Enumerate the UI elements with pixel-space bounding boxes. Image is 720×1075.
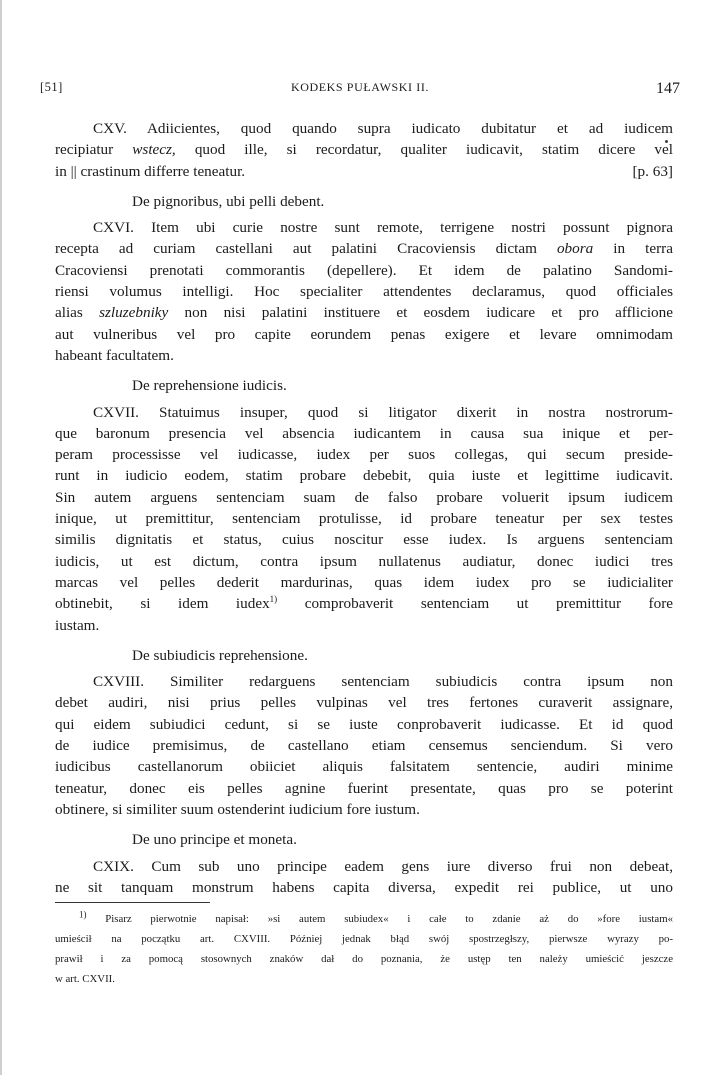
text-line: iustam.: [55, 616, 100, 634]
text-line: qui eidem subiudici cedunt, si se iuste conprobaverit iudicasse. Et id quod: [55, 715, 673, 733]
footnote-line: prawił i za pomocą stosownych znaków dał do poznania, że ustęp ten należy umieścić jeszcze: [55, 953, 673, 965]
footnote-line: w art. CXVII.: [55, 973, 115, 985]
text-line: riensi volumus intelligi. Hoc specialiter attendentes declaramus, quod officiales: [55, 283, 673, 301]
text-line: in || crastinum differre teneatur. [p. 63]: [55, 161, 673, 182]
header-title: KODEKS PUŁAWSKI II.: [290, 80, 430, 94]
page-reference: [p. 63]: [632, 162, 673, 180]
text-line: runt in iudicio eodem, statim probare debebit, quia iuste et legittime iudicavit.: [55, 467, 673, 485]
section-heading: De subiudicis reprehensione.: [132, 646, 308, 664]
section-heading: De pignoribus, ubi pelli debent.: [132, 192, 325, 210]
text-line: CXIX. Cum sub uno principe eadem gens iure diverso frui non debeat,: [93, 857, 673, 875]
text-line: alias szluzebniky non nisi palatini instituere et eosdem iudicare et pro afflicione: [55, 304, 673, 322]
text-line: de iudice premisimus, de castellano etiam censemus senciendum. Si vero: [55, 737, 673, 755]
text-line: debet audiri, nisi prius pelles vulpinas vel tres fertones curaverit assignare,: [55, 694, 673, 712]
body-text: [55, 118, 673, 898]
text-line: CXVII. Statuimus insuper, quod si litigator dixerit in nostra nostrorum-: [93, 403, 673, 421]
footnote-marker: 1): [269, 594, 278, 605]
text-line: peram processisse vel iudicasse, iudex per suos collegas, qui secum preside-: [55, 446, 673, 464]
footnote-line: $^{1)}$ Pisarz pierwotnie napisał: »si autem subiudex« i całe to zdanie aż do »fore iustam«: [79, 909, 673, 925]
text-line: obtinebit, si idem iudex$^{1)}$ comprobaverit sentenciam ut premittitur fore: [55, 594, 673, 613]
text-line: teneatur, donec eis pelles agnine fuerint presentate, quas pro se poterint: [55, 779, 673, 797]
section-heading: De reprehensione iudicis.: [132, 377, 287, 395]
text-line: CXV. Adiicientes, quod quando supra iudicato dubitatur et ad iudicem: [93, 120, 673, 137]
text-line: inique, ut premittitur, sentenciam protulisse, id probare teneatur per sex testes: [55, 510, 673, 528]
header-section-number: [51]: [40, 80, 63, 94]
text-line: similis dignitatis et status, cuius noscitur esse iudex. Is arguens sentenciam: [55, 531, 673, 549]
section-heading: De uno principe et moneta.: [132, 831, 297, 849]
footnote-number: 1): [79, 909, 87, 920]
page-number: 147: [656, 80, 680, 97]
text-line: CXVI. Item ubi curie nostre sunt remote, terrigene nostri possunt pignora: [93, 219, 673, 237]
text-line: que baronum presencia vel absencia iudicantem in causa sua inique et per-: [55, 424, 673, 442]
footnote: [55, 909, 673, 989]
page-edge: [0, 0, 2, 1075]
footnote-rule: [55, 902, 210, 903]
text-line: iudicibus castellanorum obiiciet aliquis falsitatem sentencie, audiri minime: [55, 758, 673, 776]
text-line: iudicis, ut est dictum, contra ipsum nullatenus audiatur, donec iudici tres: [55, 552, 673, 570]
italic-word: obora: [556, 240, 594, 258]
text-line: recipiatur wstecz, quod ille, si recordatur, qualiter iudicavit, statim dicere vel: [55, 141, 673, 159]
text-line: recepta ad curiam castellani aut palatini Cracoviensis dictam obora in terra: [55, 240, 673, 258]
italic-word: szluzebniky: [99, 304, 169, 322]
text-line: habeant facultatem.: [55, 346, 174, 364]
running-header: [40, 78, 680, 102]
text-line: ne sit tanquam monstrum habens capita diversa, expedit rei publice, ut uno: [55, 878, 673, 896]
italic-word: wstecz,: [132, 141, 176, 159]
text-line: marcas vel pelles dederit mardurinas, quas idem iudex pro se iudicialiter: [55, 573, 673, 591]
footnote-line: umieścił na początku art. CXVIII. Później jednak błąd swój spostrzegłszy, pierwsze wyrazy po-: [55, 933, 673, 945]
text-line: Sin autem arguens sentenciam suam de falso probare voluerit ipsum iudicem: [55, 488, 673, 506]
text-line: Cracoviensi prenotati commorantis (depellere). Et idem de palatino Sandomi-: [55, 261, 673, 279]
text-line: obtinere, si similiter suum ostenderint iudicium fore iustum.: [55, 800, 420, 818]
text-line: aut vulneribus vel pro capite eorundem penas exigere et levare omnimodam: [55, 325, 673, 343]
text-line: CXVIII. Similiter redarguens sentenciam subiudicis contra ipsum non: [93, 673, 673, 691]
